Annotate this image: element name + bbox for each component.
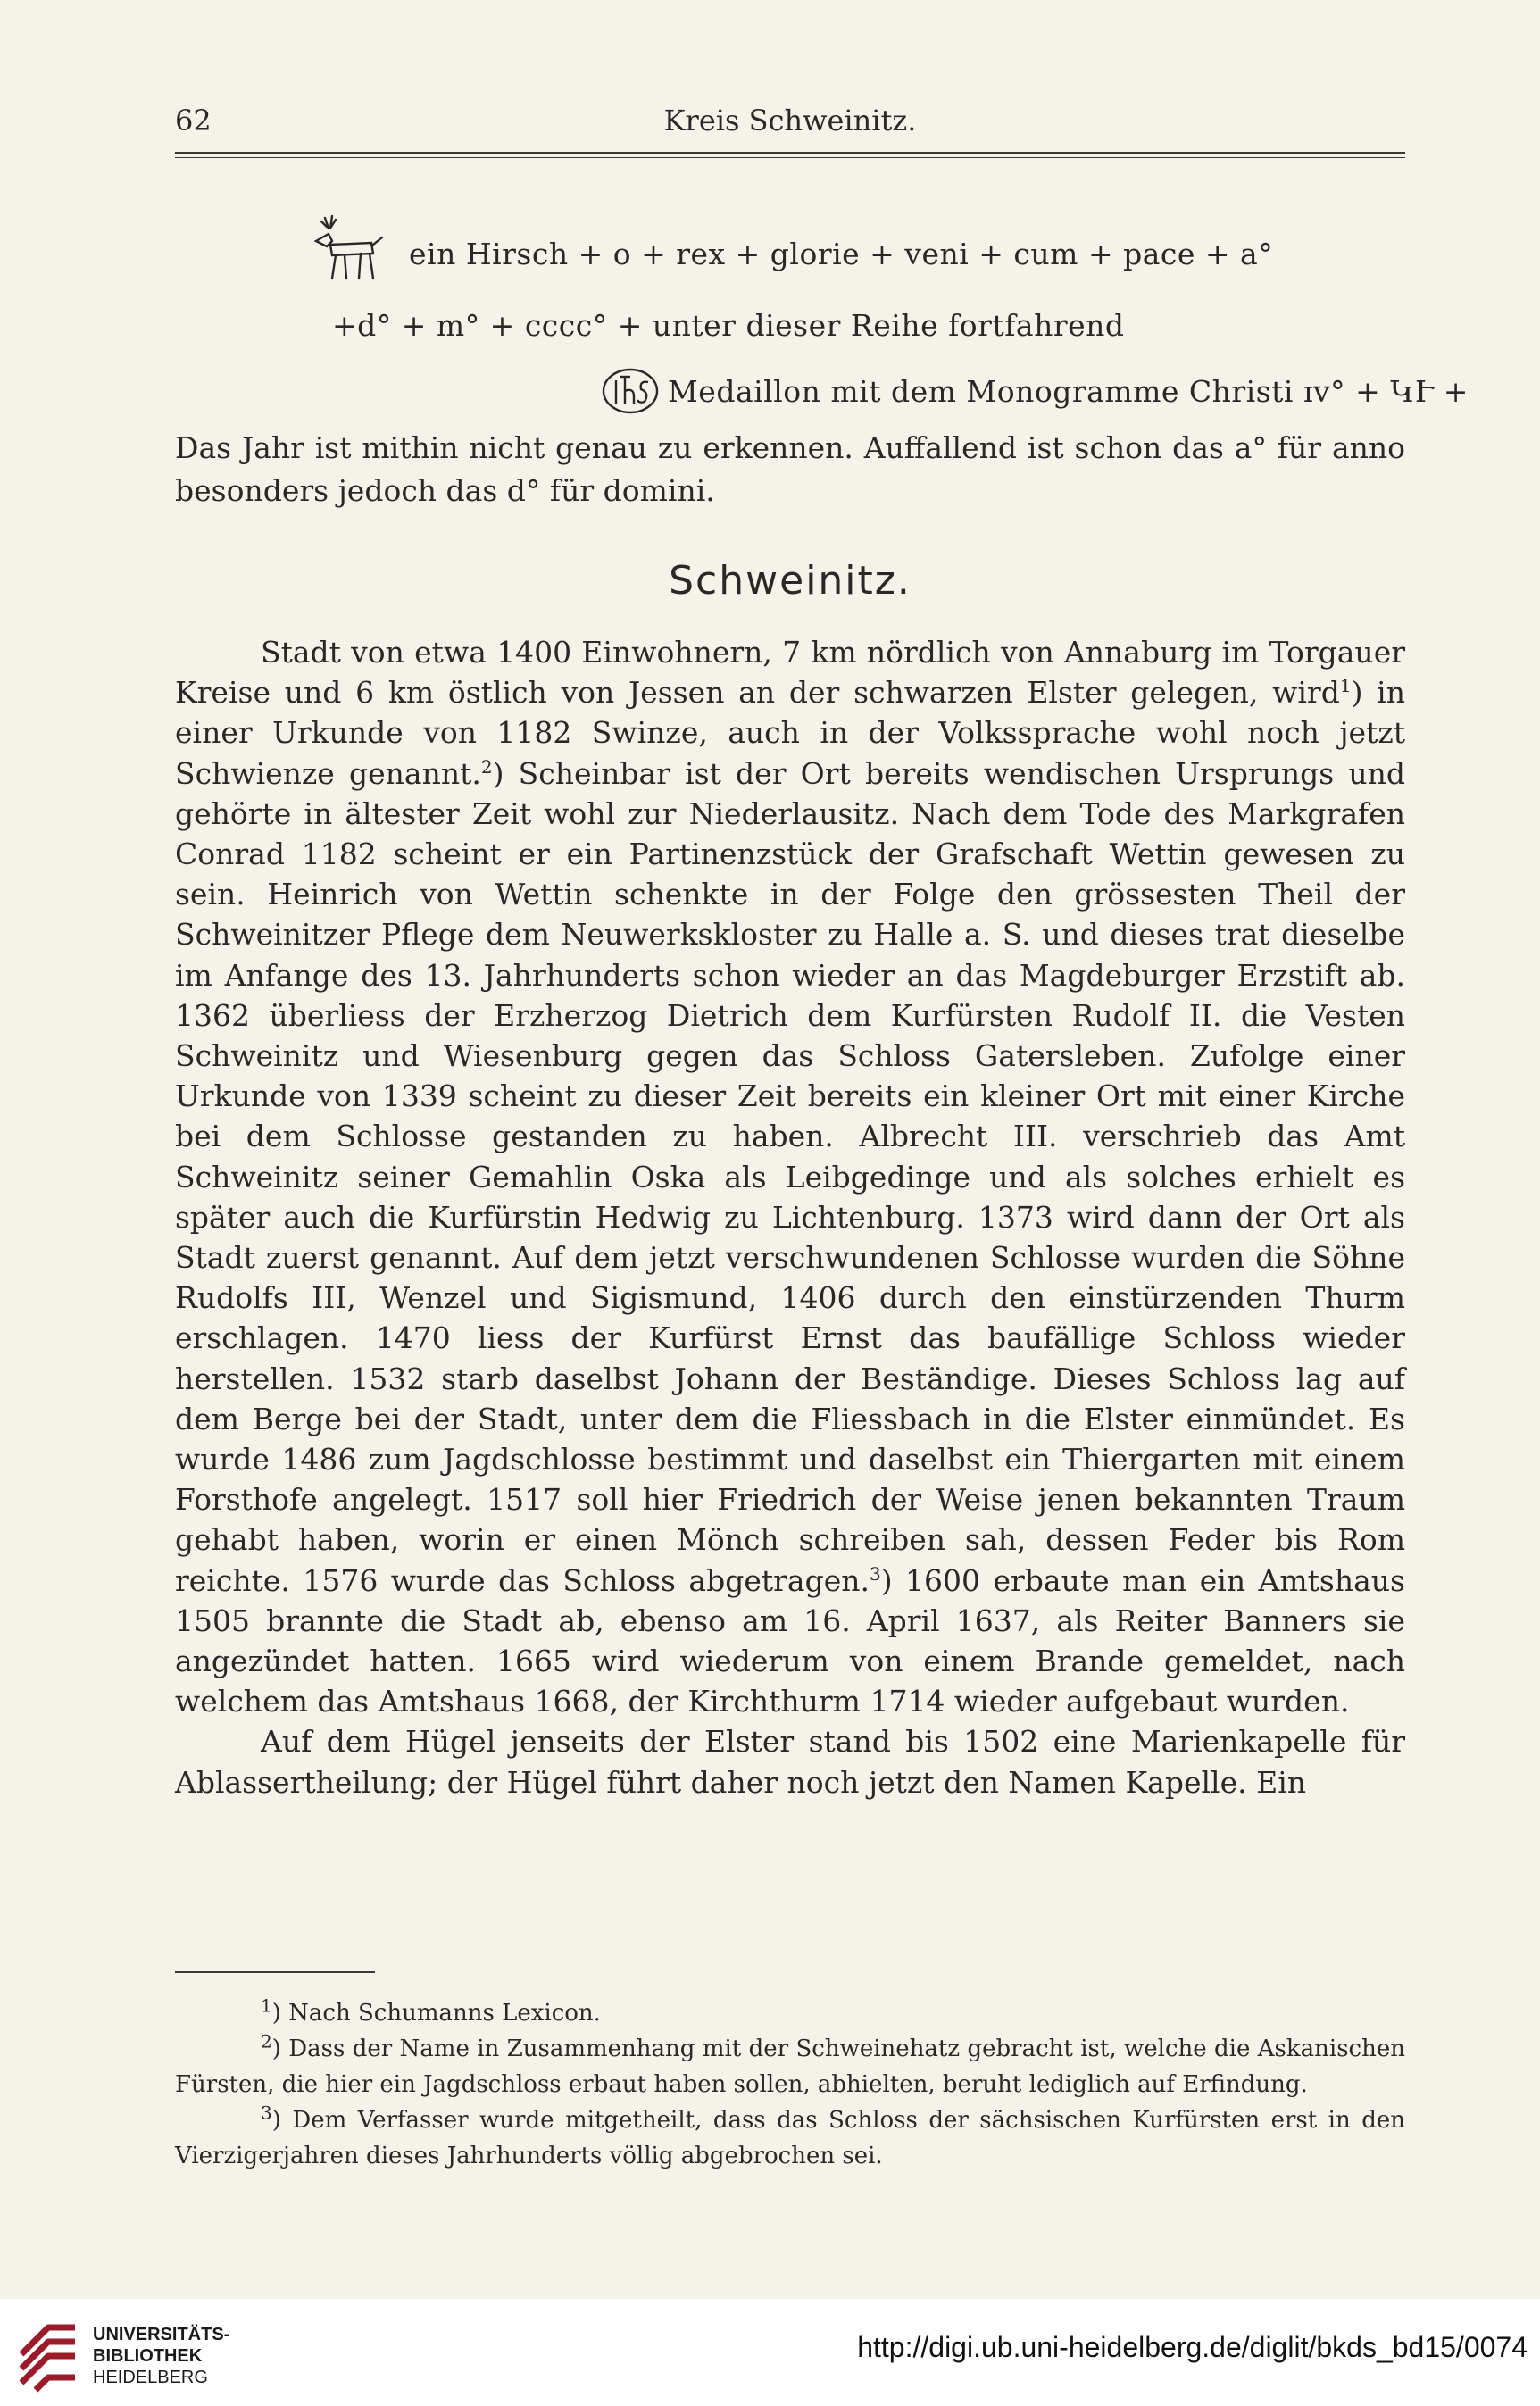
source-url-link[interactable]: http://digi.ub.uni-heidelberg.de/diglit/bkds_bd15/0074 — [857, 2331, 1528, 2363]
page-content — [175, 98, 1469, 2169]
inscription-text-2: +d° + m° + cccc° + unter dieser Reihe fortfahrend — [332, 308, 1125, 343]
page-number: 62 — [175, 104, 212, 137]
header-rule — [175, 152, 1405, 158]
body-paragraph-2: Auf dem Hügel jenseits der Elster stand bis 1502 eine Marienkapelle für Ablassertheilung; der Hügel führt daher noch jetzt den Namen Kapelle. Ein — [175, 1724, 1405, 1800]
inscription-line-3 — [600, 366, 1469, 416]
footnotes — [175, 1995, 1405, 2174]
stag-icon — [309, 214, 391, 284]
footnote-ref-2[interactable]: 2 — [480, 755, 493, 778]
body-paragraph-1: Stadt von etwa 1400 Einwohnern, 7 km nördlich von Annaburg im Torgauer Kreise und 6 km östlich von Jessen an der schwarzen Elster gelegen, wird$^1$) in einer Urkunde von 1182 Swinze, auch in der Volkssprache wohl noch jetzt Schwienze genannt.$^2$) Scheinbar ist der Ort bereits wendischen Ursprungs und gehörte in ältester Zeit wohl zur Niederlausitz. Nach dem Tode des Markgrafen Conrad 1182 scheint er ein Partinenzstück der Grafschaft Wettin gewesen zu sein. Heinrich von Wettin schenkte in der Folge den grössesten Theil der Schweinitzer Pflege dem Neuwerkskloster zu Halle a. S. und dieses trat dieselbe im Anfange des 13. Jahrhunderts schon wieder an das Magdeburger Erzstift ab. 1362 überliess der Erzherzog Dietrich dem Kurfürsten Rudolf II. die Vesten Schweinitz und Wiesenburg gegen das Schloss Gatersleben. Zufolge einer Urkunde von 1339 scheint zu dieser Zeit bereits ein kleiner Ort mit einer Kirche bei dem Schlosse gestanden zu haben. Albrecht III. verschrieb das Amt Schweinitz seiner Gemahlin Oska als Leibgedinge und als solches erhielt es später auch die Kurfürstin Hedwig zu Lichtenburg. 1373 wird dann der Ort als Stadt zuerst genannt. Auf dem jetzt verschwundenen Schlosse wurden die Söhne Rudolfs III, Wenzel und Sigismund, 1406 durch den einstürzenden Thurm erschlagen. 1470 liess der Kurfürst Ernst das baufällige Schloss wieder herstellen. 1532 starb daselbst Johann der Beständige. Dieses Schloss lag auf dem Berge bei der Stadt, unter dem die Fliessbach in die Elster einmündet. Es wurde 1486 zum Jagdschlosse bestimmt und daselbst ein Thiergarten mit einem Forsthofe angelegt. 1517 soll hier Friedrich der Weise jenen bekannten Traum gehabt haben, worin er einen Mönch schreiben sah, dessen Feder bis Rom reichte. 1576 wurde das Schloss abgetragen.$^3$) 1600 erbaute man ein Amtshaus 1505 brannte die Stadt ab, ebenso am 16. April 1637, als Reiter Banners sie angezündet hatten. 1665 wird wiederum von einem Brande gemeldet, nach welchem das Amtshaus 1668, der Kirchthurm 1714 wieder aufgebaut wurden. — [175, 635, 1405, 1719]
footnote-ref-3[interactable]: 3 — [869, 1562, 881, 1585]
running-title: Kreis Schweinitz. — [663, 104, 917, 137]
section-title: Schweinitz. — [669, 558, 912, 604]
footnote-ref-1[interactable]: 1 — [1339, 675, 1352, 697]
footnote-1: $^1$) Nach Schumanns Lexicon. — [261, 1994, 601, 2027]
footnote-3: $^3$) Dem Verfasser wurde mitgetheilt, dass das Schloss der sächsischen Kurfürsten erst in den Vierzigerjahren dieses Jahrhunderts völlig abgebrochen sei. — [175, 2102, 1405, 2169]
ihs-monogram-icon — [600, 366, 661, 416]
inscription-text-3: Medaillon mit dem Monogramme Christi ɪv° + ԿՒ + — [668, 374, 1469, 409]
body-text — [175, 632, 1405, 1802]
footnote-rule — [175, 1971, 375, 1973]
library-footer-bar — [0, 2299, 1540, 2406]
footnote-2: $^2$) Dass der Name in Zusammenhang mit der Schweinehatz gebracht ist, welche die Askanischen Fürsten, die hier ein Jagdschloss erbaut haben sollen, abhielten, beruht lediglich auf Erfindung. — [175, 2030, 1405, 2098]
inscription-text-1: ein Hirsch + o + rex + glorie + veni + cum + pace + a° — [409, 237, 1274, 271]
library-name: UNIVERSITÄTS- BIBLIOTHEK HEIDELBERG — [93, 2325, 230, 2387]
inscription-line-2 — [332, 304, 1405, 348]
library-logo-icon[interactable] — [12, 2310, 86, 2395]
intro-paragraph: Das Jahr ist mithin nicht genau zu erkennen. Auffallend ist schon das a° für anno besonders jedoch das d° für domini. — [175, 430, 1405, 508]
running-head — [175, 98, 1405, 143]
inscription-line-1 — [309, 214, 1405, 284]
